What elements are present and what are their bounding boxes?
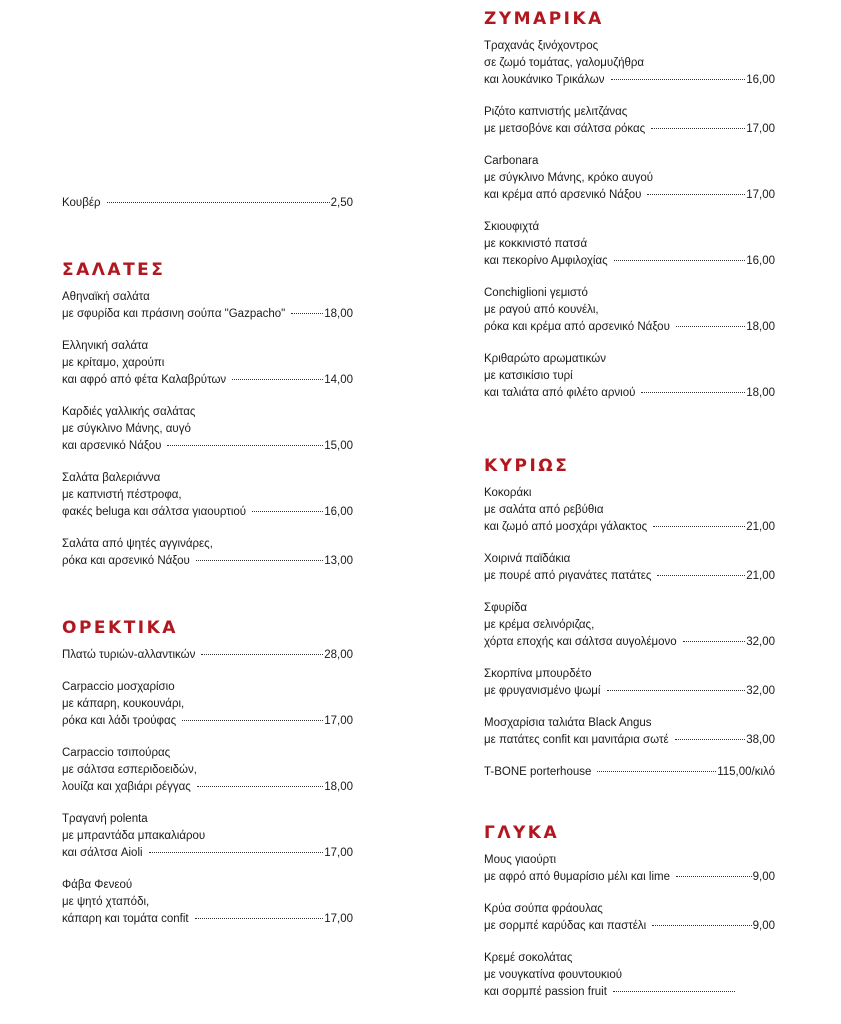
menu-line — [62, 306, 353, 323]
menu-line — [62, 762, 353, 779]
menu-line — [484, 683, 775, 700]
menu-line — [484, 869, 775, 886]
item-description: και ζωμό από μοσχάρι γάλακτος — [484, 521, 648, 533]
dot-leader — [196, 560, 323, 561]
dot-leader — [252, 511, 323, 512]
menu-line — [484, 732, 775, 749]
dot-leader — [291, 313, 323, 314]
dot-leader — [641, 392, 745, 393]
menu-item — [484, 153, 775, 204]
item-name: T-BONE porterhouse — [484, 766, 592, 778]
item-description: σε ζωμό τομάτας, γαλομυζήθρα — [484, 57, 645, 69]
dot-leader — [647, 194, 745, 195]
item-description: με σφυρίδα και πράσινη σούπα "Gazpacho" — [62, 308, 286, 320]
item-price: 17,00 — [324, 847, 353, 859]
dot-leader — [675, 739, 746, 740]
item-name: Χοιρινά παϊδάκια — [484, 553, 571, 565]
item-description: κάπαρη και τομάτα confit — [62, 913, 189, 925]
menu-line — [484, 253, 775, 270]
item-description: με σορμπέ καρύδας και παστέλι — [484, 920, 647, 932]
menu-item — [484, 219, 775, 270]
menu-item — [62, 536, 353, 570]
item-name: Σκιουφιχτά — [484, 221, 540, 233]
item-name: Πλατώ τυριών-αλλαντικών — [62, 649, 196, 661]
menu-line — [62, 553, 353, 570]
menu-line — [484, 38, 775, 55]
section-heading: ΚΥΡΙΩΣ — [484, 456, 570, 476]
item-price: 13,00 — [324, 555, 353, 567]
item-description: και σορμπέ passion fruit — [484, 986, 607, 998]
item-price: 115,00/κιλό — [717, 766, 775, 778]
item-name: Σαλάτα βαλεριάννα — [62, 472, 161, 484]
menu-item — [484, 285, 775, 336]
menu-line — [62, 404, 353, 421]
menu-line — [484, 764, 775, 781]
menu-line — [62, 647, 353, 664]
item-price: 32,00 — [746, 636, 775, 648]
menu-item — [62, 679, 353, 730]
dot-leader — [107, 202, 330, 203]
menu-line — [484, 568, 775, 585]
item-name: Κρεμέ σοκολάτας — [484, 952, 573, 964]
menu-line — [484, 236, 775, 253]
menu-item — [62, 404, 353, 455]
section-desserts — [484, 822, 775, 1016]
menu-line — [484, 368, 775, 385]
dot-leader — [197, 786, 323, 787]
item-name: Σκορπίνα μπουρδέτο — [484, 668, 592, 680]
menu-line — [62, 338, 353, 355]
item-description: με σύγκλινο Μάνης, κρόκο αυγού — [484, 172, 654, 184]
item-description: με κατσικίσιο τυρί — [484, 370, 573, 382]
dot-leader — [611, 79, 746, 80]
menu-item — [484, 852, 775, 886]
dot-leader — [676, 876, 752, 877]
item-description: και πεκορίνο Αμφιλοχίας — [484, 255, 608, 267]
item-description: με μετσοβόνε και σάλτσα ρόκας — [484, 123, 646, 135]
menu-line — [62, 828, 353, 845]
item-name: Τραχανάς ξινόχοντρος — [484, 40, 599, 52]
menu-line — [62, 845, 353, 862]
menu-line — [484, 502, 775, 519]
menu-line — [484, 104, 775, 121]
item-description: και σάλτσα Aioli — [62, 847, 143, 859]
item-description: με φρυγανισμένο ψωμί — [484, 685, 601, 697]
menu-line — [484, 302, 775, 319]
item-name: Κριθαρώτο αρωματικών — [484, 353, 607, 365]
dot-leader — [195, 918, 324, 919]
menu-item — [484, 950, 775, 1001]
menu-line — [484, 715, 775, 732]
menu-line — [484, 901, 775, 918]
item-description: με πουρέ από ριγανάτες πατάτες — [484, 570, 652, 582]
menu-line — [62, 372, 353, 389]
item-price: 38,00 — [746, 734, 775, 746]
item-description: ρόκα και λάδι τρούφας — [62, 715, 177, 727]
item-name: Carbonara — [484, 155, 539, 167]
menu-item — [484, 351, 775, 402]
item-price: 17,00 — [324, 913, 353, 925]
item-name: Ριζότο καπνιστής μελιτζάνας — [484, 106, 628, 118]
dot-leader — [607, 690, 746, 691]
item-description: λουίζα και χαβιάρι ρέγγας — [62, 781, 191, 793]
menu-line — [484, 485, 775, 502]
menu-line — [62, 504, 353, 521]
item-description: με κρέμα σελινόριζας, — [484, 619, 595, 631]
menu-item — [62, 811, 353, 862]
cover-charge — [62, 195, 353, 212]
item-price: 14,00 — [324, 374, 353, 386]
item-description: με σύγκλινο Μάνης, αυγό — [62, 423, 191, 435]
item-description: με πατάτες confit και μανιτάρια σωτέ — [484, 734, 669, 746]
menu-line — [62, 470, 353, 487]
menu-line — [484, 634, 775, 651]
menu-line — [62, 355, 353, 372]
menu-line — [484, 984, 775, 1001]
dot-leader — [676, 326, 745, 327]
item-price: 18,00 — [746, 387, 775, 399]
item-description: φακές beluga και σάλτσα γιαουρτιού — [62, 506, 247, 518]
dot-leader — [652, 925, 751, 926]
section-mains — [484, 455, 775, 796]
menu-line — [62, 536, 353, 553]
item-description: με σαλάτα από ρεβύθια — [484, 504, 604, 516]
item-description: με νουγκατίνα φουντουκιού — [484, 969, 623, 981]
menu-item — [484, 600, 775, 651]
item-description: και αρσενικό Νάξου — [62, 440, 162, 452]
menu-line — [62, 911, 353, 928]
item-description: και αφρό από φέτα Καλαβρύτων — [62, 374, 227, 386]
item-name: Σφυρίδα — [484, 602, 528, 614]
menu-line — [62, 289, 353, 306]
dot-leader — [614, 260, 746, 261]
section-heading: ΣΑΛΑΤΕΣ — [62, 260, 166, 280]
item-price: 16,00 — [324, 506, 353, 518]
dot-leader — [613, 991, 735, 992]
menu-line — [484, 319, 775, 336]
dot-leader — [683, 641, 746, 642]
menu-item — [62, 338, 353, 389]
item-name: Μοσχαρίσια ταλιάτα Black Angus — [484, 717, 652, 729]
item-price: 18,00 — [324, 781, 353, 793]
item-description: χόρτα εποχής και σάλτσα αυγολέμονο — [484, 636, 677, 648]
menu-line — [62, 877, 353, 894]
cover-label: Κουβέρ — [62, 197, 101, 209]
menu-line — [62, 894, 353, 911]
item-price: 9,00 — [752, 920, 775, 932]
section-heading: ΟΡΕΚΤΙΚΑ — [62, 618, 178, 638]
menu-line — [62, 811, 353, 828]
menu-line — [62, 745, 353, 762]
item-description: με σάλτσα εσπεριδοειδών, — [62, 764, 197, 776]
item-price: 9,00 — [752, 871, 775, 883]
menu-line — [484, 852, 775, 869]
item-description: και λουκάνικο Τρικάλων — [484, 74, 605, 86]
item-description: με αφρό από θυμαρίσιο μέλι και lime — [484, 871, 671, 883]
menu-item — [484, 551, 775, 585]
item-description: με καπνιστή πέστροφα, — [62, 489, 182, 501]
menu-line — [62, 696, 353, 713]
menu-line — [484, 519, 775, 536]
menu-item — [484, 38, 775, 89]
item-description: με μπραντάδα μπακαλιάρου — [62, 830, 206, 842]
item-description: και ταλιάτα από φιλέτο αρνιού — [484, 387, 636, 399]
menu-item — [62, 745, 353, 796]
section-salads — [62, 259, 353, 585]
item-description: με κάπαρη, κουκουνάρι, — [62, 698, 185, 710]
dot-leader — [657, 575, 745, 576]
menu-line — [62, 713, 353, 730]
item-price: 32,00 — [746, 685, 775, 697]
item-price: 17,00 — [746, 123, 775, 135]
item-name: Φάβα Φενεού — [62, 879, 133, 891]
cover-price: 2,50 — [330, 197, 353, 209]
menu-line — [484, 551, 775, 568]
item-price: 28,00 — [324, 649, 353, 661]
menu-line — [62, 438, 353, 455]
menu-item — [62, 877, 353, 928]
menu-line — [484, 187, 775, 204]
item-name: Αθηναϊκή σαλάτα — [62, 291, 150, 303]
item-price: 17,00 — [324, 715, 353, 727]
menu-line — [484, 153, 775, 170]
dot-leader — [653, 526, 745, 527]
item-description: ρόκα και κρέμα από αρσενικό Νάξου — [484, 321, 670, 333]
section-heading: ΓΛΥΚΑ — [484, 823, 560, 843]
item-name: Κρύα σούπα φράουλας — [484, 903, 603, 915]
dot-leader — [149, 852, 324, 853]
item-description: με ραγού από κουνέλι, — [484, 304, 599, 316]
section-heading: ΖΥΜΑΡΙΚΑ — [484, 9, 604, 29]
menu-line — [62, 779, 353, 796]
menu-line — [484, 385, 775, 402]
item-price: 15,00 — [324, 440, 353, 452]
item-price: 17,00 — [746, 189, 775, 201]
item-name: Κοκοράκι — [484, 487, 532, 499]
menu-line — [484, 918, 775, 935]
dot-leader — [167, 445, 323, 446]
item-description: με κοκκινιστό πατσά — [484, 238, 588, 250]
dot-leader — [201, 654, 323, 655]
menu-line — [62, 421, 353, 438]
item-description: με κρίταμο, χαρούπι — [62, 357, 165, 369]
item-name: Τραγανή polenta — [62, 813, 148, 825]
menu-line — [484, 285, 775, 302]
menu-item — [62, 647, 353, 664]
item-name: Carpaccio τσιπούρας — [62, 747, 171, 759]
item-price: 16,00 — [746, 74, 775, 86]
section-appetizers — [62, 617, 353, 943]
menu-item — [62, 470, 353, 521]
menu-item — [484, 104, 775, 138]
menu-line — [484, 600, 775, 617]
menu-line — [484, 666, 775, 683]
menu-item — [484, 901, 775, 935]
item-description: και κρέμα από αρσενικό Νάξου — [484, 189, 642, 201]
item-name: Σαλάτα από ψητές αγγινάρες, — [62, 538, 213, 550]
menu-item — [62, 289, 353, 323]
item-description: με ψητό χταπόδι, — [62, 896, 150, 908]
menu-item — [484, 715, 775, 749]
item-name: Carpaccio μοσχαρίσιο — [62, 681, 175, 693]
item-name: Μους γιαούρτι — [484, 854, 557, 866]
menu-line — [484, 55, 775, 72]
dot-leader — [182, 720, 323, 721]
menu-line — [484, 351, 775, 368]
menu-line — [484, 617, 775, 634]
menu-item — [484, 485, 775, 536]
dot-leader — [232, 379, 323, 380]
item-price: 21,00 — [746, 521, 775, 533]
item-name: Conchiglioni γεμιστό — [484, 287, 588, 299]
menu-line — [484, 72, 775, 89]
item-price: 18,00 — [324, 308, 353, 320]
item-name: Ελληνική σαλάτα — [62, 340, 149, 352]
menu-line — [484, 121, 775, 138]
item-description: ρόκα και αρσενικό Νάξου — [62, 555, 190, 567]
menu-line — [62, 487, 353, 504]
menu-line — [484, 219, 775, 236]
item-price: 18,00 — [746, 321, 775, 333]
item-name: Καρδιές γαλλικής σαλάτας — [62, 406, 196, 418]
item-price: 16,00 — [746, 255, 775, 267]
menu-item — [484, 666, 775, 700]
section-pasta — [484, 8, 775, 417]
menu-line — [484, 967, 775, 984]
dot-leader — [651, 128, 745, 129]
menu-line — [484, 950, 775, 967]
menu-line — [62, 679, 353, 696]
menu-item — [484, 764, 775, 781]
menu-line — [484, 170, 775, 187]
item-price: 21,00 — [746, 570, 775, 582]
dot-leader — [597, 771, 716, 772]
